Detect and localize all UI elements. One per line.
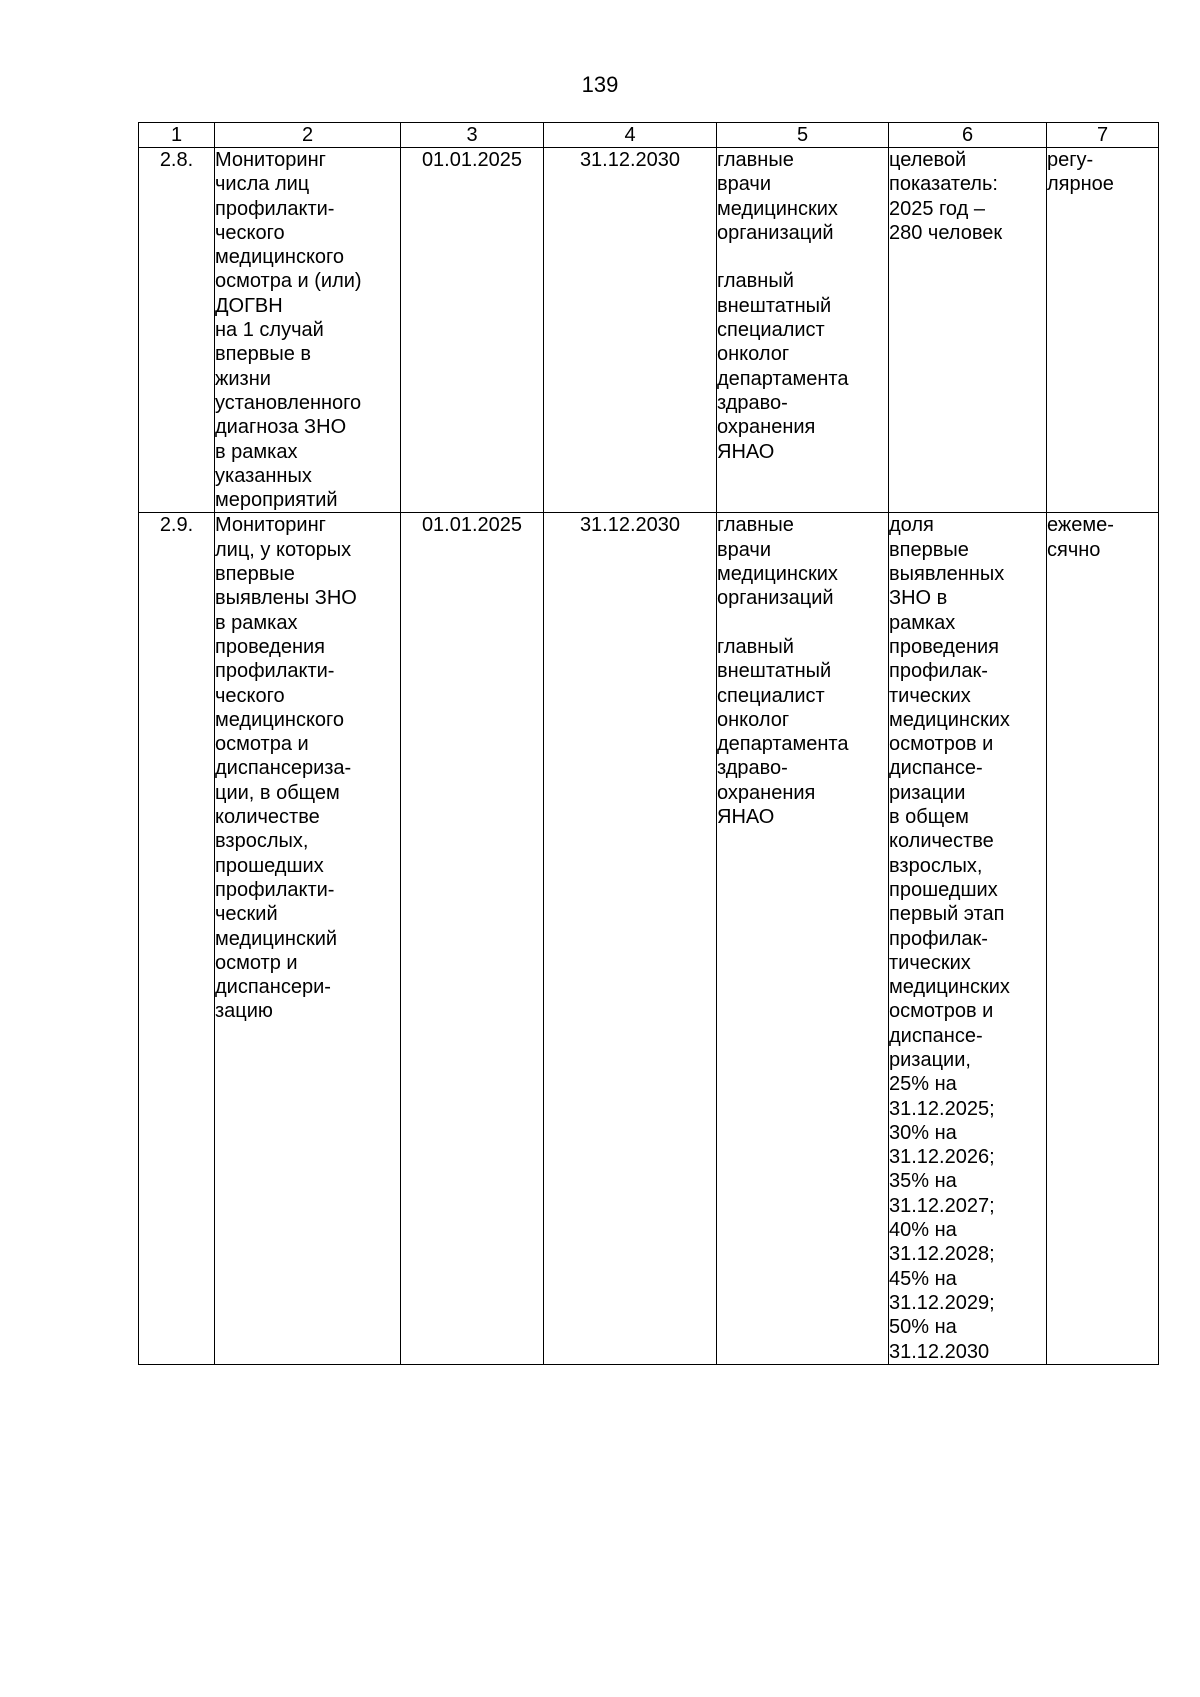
frequency-cell [1047, 148, 1159, 513]
end-date: 31.12.2030 [579, 149, 681, 171]
page-number: 139 [581, 72, 619, 97]
frequency-cell [1047, 513, 1159, 1364]
row-number-cell [139, 513, 215, 1364]
responsible-text: главные врачи медицинских организаций главный внештатный специалист онколог департамента здраво- охранения ЯНАО [717, 149, 849, 463]
table-row [139, 148, 1159, 513]
column-header-6: 6 [889, 123, 1047, 148]
start-date: 01.01.2025 [421, 514, 523, 537]
indicator-text: доля впервые выявленных ЗНО в рамках проведения профилак- тических медицинских осмотров и диспансе- ризации в общем количестве взрослых, прошедших первый этап профилак- тических медицинских осмотров и диспансе- ризации, 25% на 31.12.2025; 30% на 31.12.2026; 35% на 31.12.2027; 40% на 31.12.2028; 45% на 31.12.2029; 50% на 31.12.2030 [889, 514, 1010, 1363]
start-date: 01.01.2025 [421, 149, 523, 171]
frequency-text: регу- лярное [1047, 149, 1114, 196]
column-header-5: 5 [717, 123, 889, 148]
responsible-cell [717, 148, 889, 513]
end-date: 31.12.2030 [579, 514, 681, 537]
row-number: 2.8. [159, 149, 194, 171]
column-header-7: 7 [1047, 123, 1159, 148]
column-header-1: 1 [139, 123, 215, 148]
row-number: 2.9. [159, 514, 194, 537]
activity-text: Мониторинг числа лиц профилакти- ческого медицинского осмотра и (или) ДОГВН на 1 случай впервые в жизни установленного диагноза ЗНО в рамках указанных мероприятий [215, 149, 362, 512]
header-row [139, 123, 1159, 148]
activity-cell [215, 148, 401, 513]
indicator-cell [889, 513, 1047, 1364]
indicator-cell [889, 148, 1047, 513]
responsible-text: главные врачи медицинских организаций главный внештатный специалист онколог департамента здраво- охранения ЯНАО [717, 514, 849, 829]
frequency-text: ежеме- сячно [1047, 514, 1114, 561]
activity-cell [215, 513, 401, 1364]
column-header-3: 3 [401, 123, 544, 148]
start-date-cell [401, 148, 544, 513]
indicator-text: целевой показатель: 2025 год – 280 человек [889, 149, 1003, 244]
start-date-cell [401, 513, 544, 1364]
row-number-cell [139, 148, 215, 513]
activity-text: Мониторинг лиц, у которых впервые выявлены ЗНО в рамках проведения профилакти- ческого медицинского осмотра и диспансериза- ции, в общем количестве взрослых, прошедших профилакти- ческий медицинский осмотр и диспансери- зацию [215, 514, 357, 1023]
table-row [139, 513, 1159, 1364]
end-date-cell [544, 513, 717, 1364]
plan-table [138, 122, 1159, 1365]
responsible-cell [717, 513, 889, 1364]
column-header-4: 4 [544, 123, 717, 148]
end-date-cell [544, 148, 717, 513]
column-header-2: 2 [215, 123, 401, 148]
